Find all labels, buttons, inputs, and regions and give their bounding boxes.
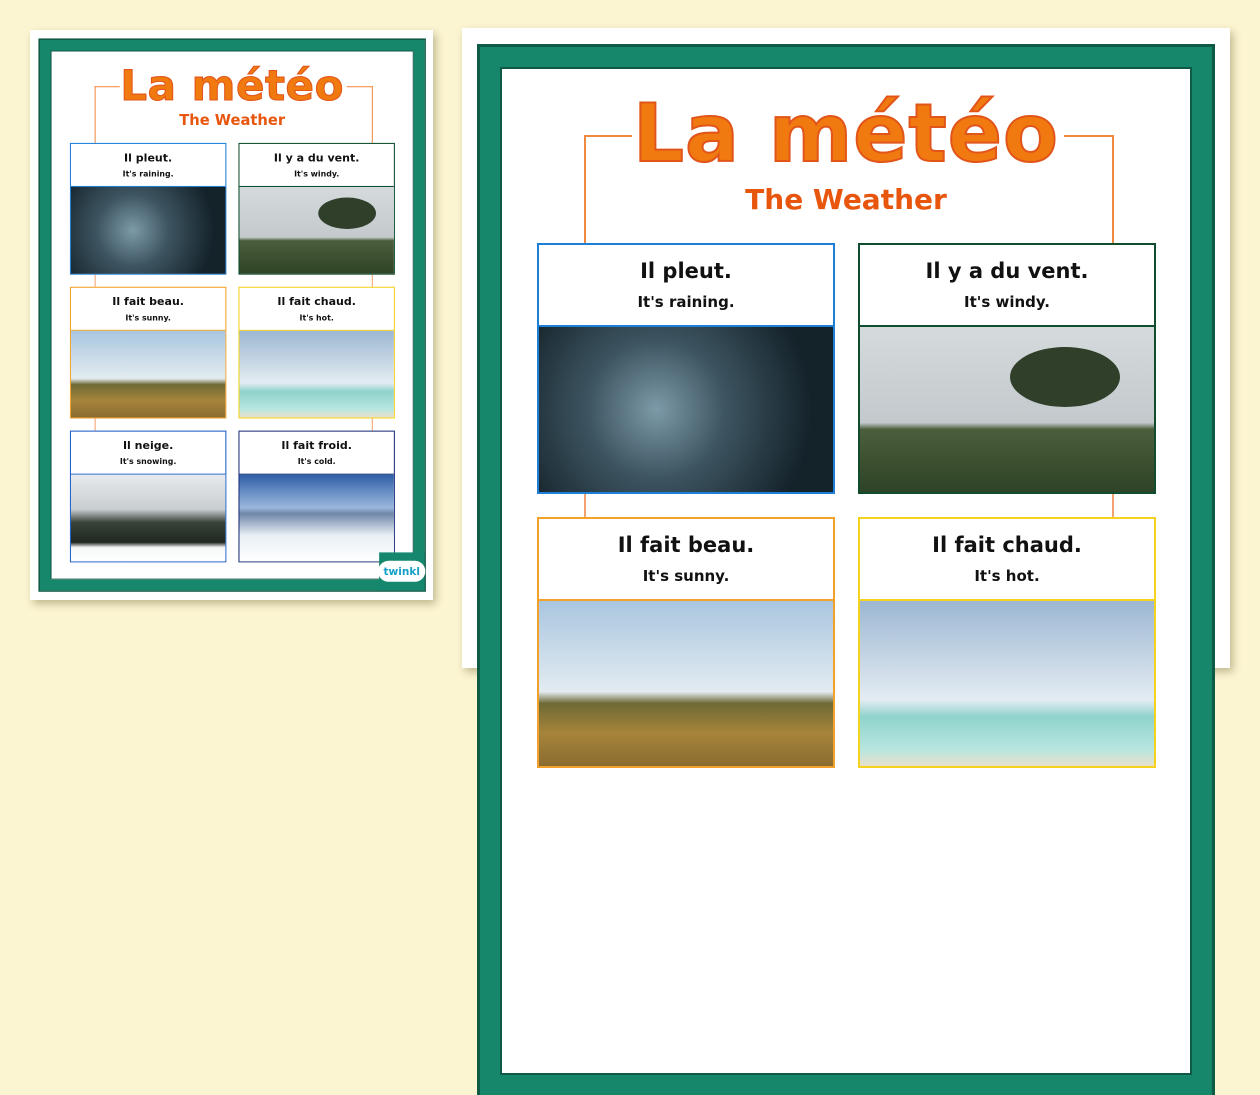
poster-frame [480,47,1212,1095]
card-french: Il fait froid. [281,438,352,452]
card-english: It's raining. [637,293,735,311]
twinkl-logo: twinkl [379,552,424,590]
card-english: It's windy. [963,293,1050,311]
connector [584,494,586,518]
poster-subtitle: The Weather [179,111,286,129]
connector [95,275,96,288]
card-french: Il y a du vent. [273,151,360,164]
weather-card-hot [858,517,1156,768]
poster-preview-small [30,30,433,600]
card-english: It's windy. [294,169,340,179]
tropical-beach-photo [860,601,1154,766]
sunny-landscape-photo [539,601,833,766]
card-french: Il neige. [122,438,174,452]
card-english: It's raining. [122,169,174,179]
snowy-mountains-photo [239,475,393,562]
poster-title: La météo [120,61,344,110]
snowy-forest-photo [71,475,225,562]
card-english: It's hot. [299,313,334,323]
card-english: It's hot. [974,567,1040,585]
weather-card-sunny [70,287,226,419]
windy-tree-photo [239,187,393,274]
card-french: Il pleut. [640,259,732,283]
connector [95,419,96,432]
poster-subtitle: The Weather [745,183,947,216]
weather-card-rain [70,143,226,275]
tropical-beach-photo [239,331,393,418]
card-english: It's cold. [297,456,336,467]
windy-tree-photo [860,327,1154,492]
card-french: Il pleut. [124,151,173,164]
sunny-landscape-photo [71,331,225,418]
connector [372,419,373,432]
connector [1112,494,1114,518]
poster-title: La météo [633,87,1059,180]
weather-card-wind [238,143,394,275]
card-english: It's sunny. [125,313,171,323]
card-english: It's snowing. [119,456,177,467]
weather-card-hot [238,287,394,419]
connector [372,275,373,288]
card-french: Il fait chaud. [932,533,1082,557]
poster-frame [40,40,424,590]
weather-card-wind [858,243,1156,494]
card-french: Il y a du vent. [925,259,1089,283]
rain-photo [71,187,225,274]
rain-photo [539,327,833,492]
poster-preview-large [462,28,1230,668]
card-english: It's sunny. [642,567,730,585]
weather-card-cold [238,431,394,563]
weather-card-sunny [537,517,835,768]
card-french: Il fait beau. [617,533,755,557]
card-french: Il fait beau. [112,295,184,308]
card-french: Il fait chaud. [277,295,356,308]
weather-card-snow [70,431,226,563]
weather-card-rain [537,243,835,494]
